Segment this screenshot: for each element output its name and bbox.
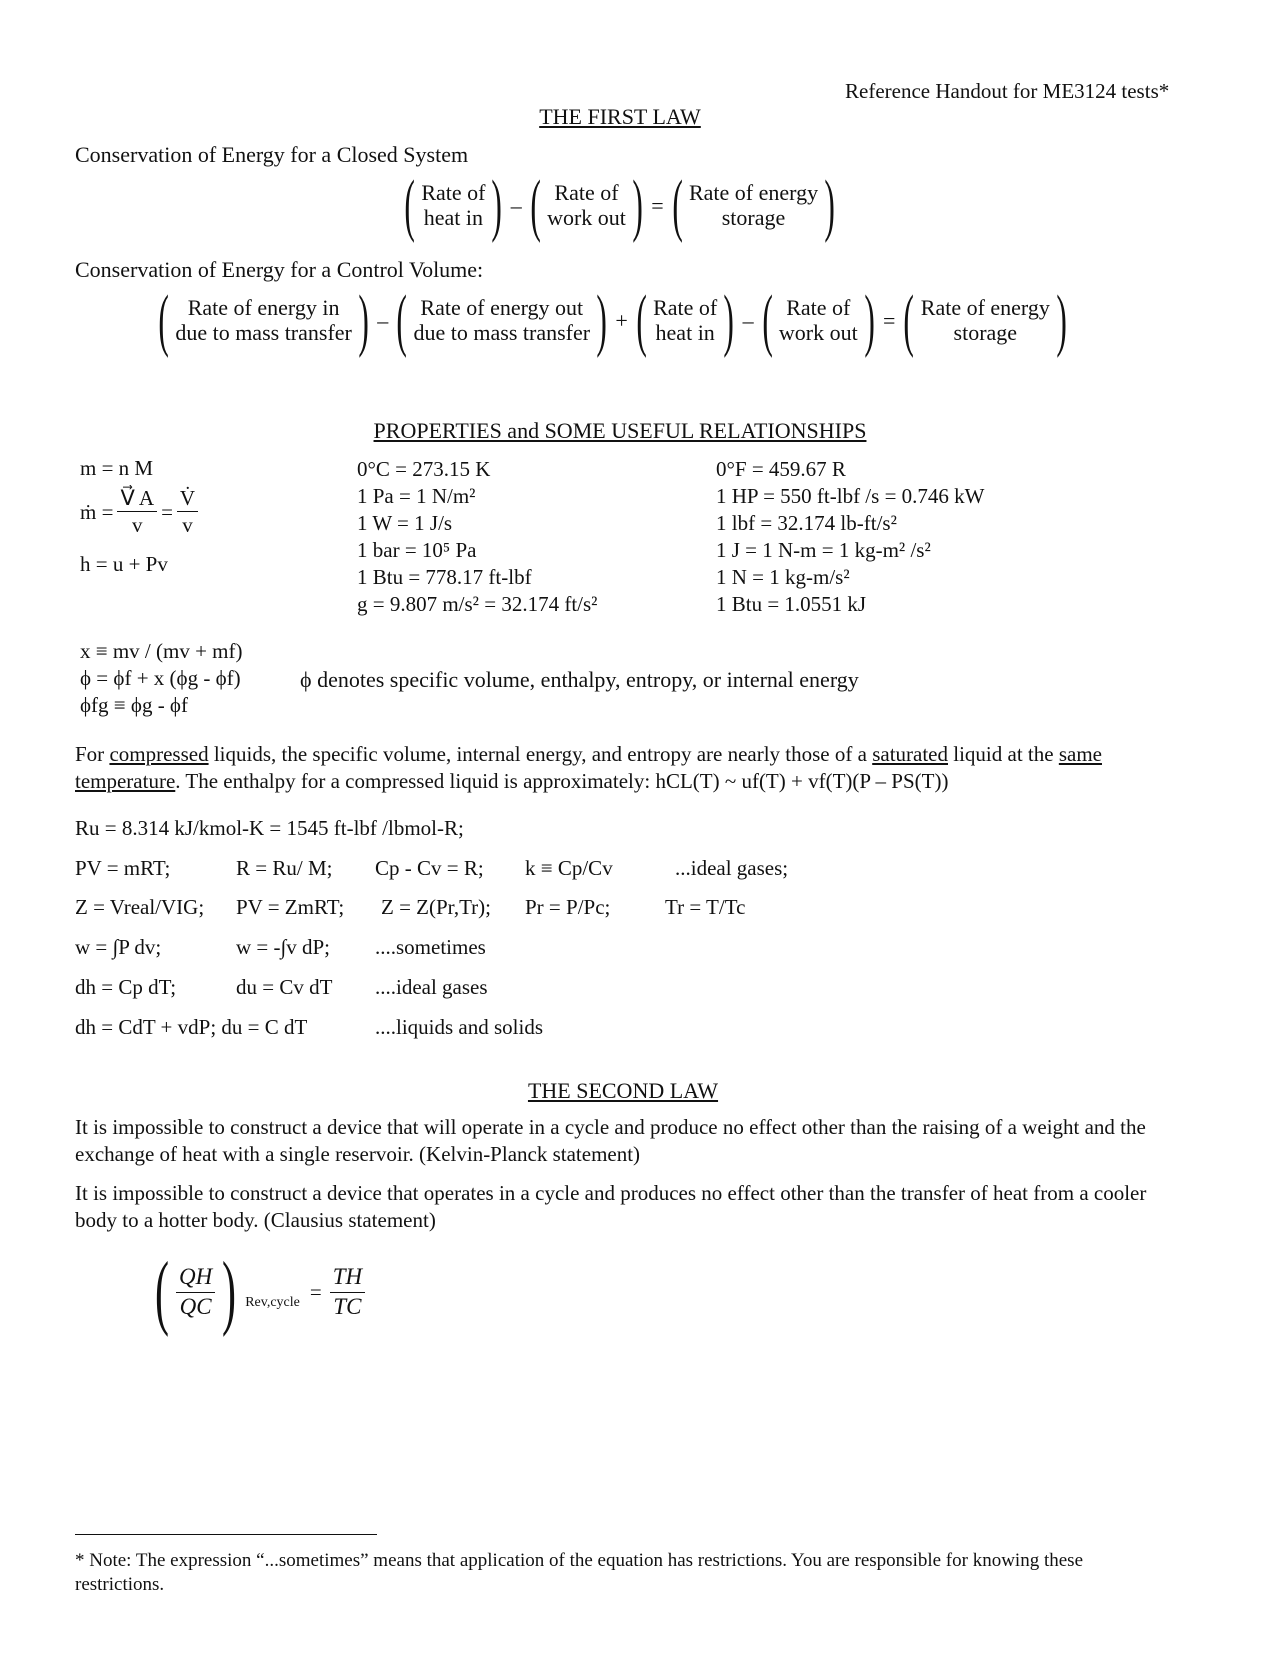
english-conversions: 0°F = 459.67 R 1 HP = 550 ft-lbf /s = 0.746 kW 1 lbf = 32.174 lb-ft/s² 1 J = 1 N-m = 1 kg-m² /s² 1 N = 1 kg-m/s² 1 Btu = 1.0551 kJ (716, 457, 985, 616)
closed-system-equation: ( Rate of heat in ) – ( Rate of work out ) = ( Rate of energy storage ) (404, 167, 835, 244)
control-volume-label: Conservation of Energy for a Control Volume: (75, 257, 484, 282)
control-volume-equation: ( Rate of energy in due to mass transfer ) – ( Rate of energy out due to mass transfer ) + ( Rate of heat in ) – ( Rate of work out ) = ( Rate of energy storage ) (158, 282, 1067, 359)
si-conversions: 0°C = 273.15 K 1 Pa = 1 N/m² 1 W = 1 J/s 1 bar = 10⁵ Pa 1 Btu = 778.17 ft-lbf g = 9.807 m/s² = 32.174 ft/s² (357, 457, 598, 616)
quality-relations: x ≡ mv / (mv + mf) ϕ = ϕf + x (ϕg - ϕf) ϕfg ≡ ϕg - ϕf (80, 639, 243, 717)
minus-op: – (510, 193, 522, 219)
kelvin-planck-statement: It is impossible to construct a device that will operate in a cycle and produce no effect other than the raising of a weight and the exchange of heat with a single reservoir. (Kelvin-Planck statement) (75, 1115, 1146, 1166)
closed-term-storage: Rate of energy storage (688, 180, 819, 230)
enthalpy-def: h = u + Pv (80, 552, 168, 576)
cv-term-work-out: Rate of work out (778, 295, 858, 345)
cv-term-energy-out: Rate of energy out due to mass transfer (413, 295, 591, 345)
universal-gas-constant: Ru = 8.314 kJ/kmol-K = 1545 ft-lbf /lbmol-R; (75, 816, 464, 840)
properties-title: PROPERTIES and SOME USEFUL RELATIONSHIPS (373, 418, 867, 443)
header-note: Reference Handout for ME3124 tests* (845, 79, 1170, 103)
compressed-liquid-paragraph: For compressed liquids, the specific volume, internal energy, and entropy are nearly those of a saturated liquid at the same temperature. The enthalpy for a compressed liquid is approximately: hCL(T) ~ uf(T) + vf(T)(P – PS(T)) (75, 742, 1102, 793)
mass-moles-eq: m = n M (80, 456, 154, 480)
closed-system-label: Conservation of Energy for a Closed System (75, 142, 469, 167)
closed-term-heat-in: Rate of heat in (421, 180, 486, 230)
cv-term-storage: Rate of energy storage (920, 295, 1050, 345)
phi-note: ϕ denotes specific volume, enthalpy, entropy, or internal energy (300, 667, 859, 692)
first-law-title: THE FIRST LAW (539, 104, 701, 129)
clausius-statement: It is impossible to construct a device that operates in a cycle and produces no effect other than the transfer of heat from a cooler body to a hotter body. (Clausius statement) (75, 1181, 1147, 1232)
closed-term-work-out: Rate of work out (547, 180, 626, 230)
cv-term-energy-in: Rate of energy in due to mass transfer (175, 295, 352, 345)
cv-term-heat-in: Rate of heat in (653, 295, 718, 345)
footnote-rule (75, 1534, 377, 1535)
mass-flow-eq: ṁ = $\frac{V⃗ A}{v}$ = $\frac{V̇}{v}$ (80, 485, 198, 539)
footnote: * Note: The expression “...sometimes” means that application of the equation has restrictions. You are responsible for knowing these restrictions. (75, 1550, 1084, 1595)
equals-op: = (651, 193, 664, 219)
second-law-title: THE SECOND LAW (527, 1078, 719, 1103)
carnot-ratio-equation: ( $\frac{QH}{QC}$ ) Rev,cycle = $\frac{TH}{TC}$ (148, 1263, 365, 1322)
